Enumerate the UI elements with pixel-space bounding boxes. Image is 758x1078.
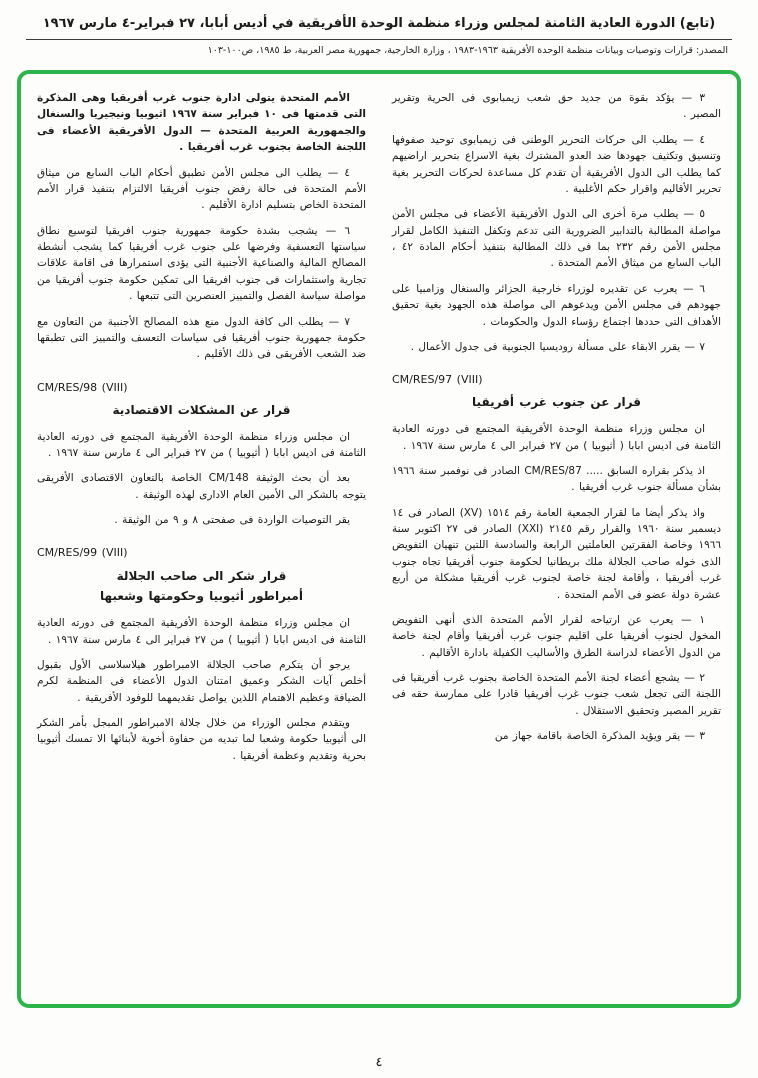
resolution-title: قرار عن المشكلات الاقتصادية bbox=[112, 402, 291, 417]
paragraph: ان مجلس وزراء منظمة الوحدة الأفريقية المجتمع فى دورته العادية الثامنة فى اديس ابابا ( أثيوبيا ) من ٢٧ فبراير الى ٤ مارس سنة ١٩٦٧ . bbox=[37, 430, 366, 459]
paragraph: ويتقدم مجلس الوزراء من خلال جلالة الامبراطور المبجل بأمر الشكر الى أثيوبيا حكومة وشعبا لما تبديه من حفاوة أخوية لأبنائها الا تمسك أثيوبيا بحرية وتقديم وعظمة أفريقيا . bbox=[37, 717, 366, 762]
paragraph: ٥ — يطلب مرة أخرى الى الدول الأفريقية الأعضاء فى مجلس الأمن مواصلة المطالبة بالتدابير الضرورية التى تدعم وتكفل التنفيذ الكامل لقرار مجلس الأمن رقم ٢٣٢ بما فى ذلك المطالبة بتنفيذ أحكام المادة ٤٢ ، الباب السابع من ميثاق الأمم المتحدة . bbox=[392, 208, 721, 270]
paragraph: بعد أن بحث الوثيقة CM/148 الخاصة بالتعاون الاقتصادى الأفريقى يتوجه بالشكر الى الأمين العام الادارى لهذه الوثيقة . bbox=[37, 472, 366, 501]
paragraph: ٧ — يطلب الى كافة الدول منع هذه المصالح الأجنبية من التعاون مع حكومة جمهورية جنوب أفريقيا فى سياسات التعسف والتمييز التى تطبقها ضد الشعب الأفريقى فى ذلك الأقليم . bbox=[37, 315, 366, 361]
paragraph: ٦ — يعرب عن تقديره لوزراء خارجية الجزائر والسنغال وزامبيا على جهودهم فى مجلس الأمن ويدعوهم الى مواصلة هذه الجهود بغية تحقيق الأهداف التى حددها اجتماع رؤساء الدول والحكومات . bbox=[392, 282, 721, 328]
green-content-frame bbox=[17, 70, 741, 1008]
paragraph: ٦ — يشجب بشدة حكومة جمهورية جنوب افريقيا لتوسيع نطاق سياستها التعسفية وفرضها على جنوب غرب أفريقيا كما يشجب أنشطة المصالح المالية والصناعية الأجنبية التى يؤدى استمرارها فى اقامة علاقات تجارية واستثمارات فى جنوب افريقيا الى تمكين حكومة جنوب أفريقيا من مواصلة سياسة الفصل والتمييز العنصرين التى تتبعها . bbox=[37, 224, 366, 303]
paragraph: ان مجلس وزراء منظمة الوحدة الأفريقية المجتمع فى دورته العادية الثامنة فى اديس ابابا ( أثيوبيا ) من ٢٧ فبراير الى ٤ مارس سنة ١٩٦٧ . bbox=[37, 617, 366, 646]
column-left bbox=[37, 90, 366, 996]
resolution-title: قرار عن جنوب غرب أفريقيا bbox=[472, 395, 641, 410]
paragraph: يرجو أن يتكرم صاحب الجلالة الامبراطور هيلاسلاسى الأول بقبول أخلص آيات الشكر وعميق امتنان الدول الأعضاء فى المنظمة لكرم الضيافة وعظيم الاهتمام اللذين يواصل تقديمهما للوفود الأفريقية . bbox=[37, 658, 366, 704]
paragraph: الأمم المتحدة يتولى ادارة جنوب غرب أفريقيا وهى المذكرة التى قدمتها فى ١٠ فبراير سنة ١٩٦٧ اثيوبيا ونيجيريا والسنغال والجمهورية العربية المتحدة — الدول الأفريقية الأعضاء فى اللجنة الخاصة بجنوب غرب أفريقيا . bbox=[37, 92, 366, 154]
paragraph: ١ — يعرب عن ارتياحه لقرار الأمم المتحدة الذى أنهى التفويض المخول لجنوب أفريقيا على اقليم جنوب غرب أفريقيا وأقام لجنة خاصة من الدول الأعضاء لدراسة الطرق والأساليب الكفيلة بادارة الأقاليم . bbox=[392, 613, 721, 659]
paragraph: ٤ — يطلب الى حركات التحرير الوطنى فى زيمبابوى توحيد صفوفها وتنسيق وتكثيف جهودها ضد العدو المشترك بغية الاسراع بتحرير اراضيهم كما يطلب الى الدول الأفريقية أن تقدم كل مساعدة لحركات التحرير بغية تحرير الأقاليم واقرار حكم الأغلبية . bbox=[392, 133, 721, 195]
page-number: ٤ bbox=[375, 1055, 383, 1070]
paragraph: ٧ — يقرر الابقاء على مسألة روديسيا الجنوبية فى جدول الأعمال . bbox=[410, 340, 705, 353]
resolution-title: قرار شكر الى صاحب الجلالة bbox=[116, 568, 287, 583]
column-right bbox=[392, 90, 721, 996]
paragraph: يقر التوصيات الواردة فى صفحتى ٨ و ٩ من الوثيقة . bbox=[114, 514, 350, 527]
paragraph: ٢ — يشجع أعضاء لجنة الأمم المتحدة الخاصة بجنوب غرب أفريقيا فى اللجنة التى تجعل شعب جنوب غرب أفريقيا قادرا على ممارسة حقه فى تقرير المصير وتحقيق الاستقلال . bbox=[392, 672, 721, 717]
header-divider bbox=[26, 39, 732, 40]
resolution-title: أمبراطور أثيوبيا وحكومتها وشعبها bbox=[100, 589, 303, 604]
paragraph: ٣ — يؤكد بقوة من جديد حق شعب زيمبابوى فى الحرية وتقرير المصير . bbox=[392, 92, 721, 121]
resolution-ref: CM/RES/97 (VIII) bbox=[392, 373, 483, 387]
paragraph: ٣ — يقر ويؤيد المذكرة الخاصة باقامة جهاز من bbox=[494, 730, 705, 743]
paragraph: اذ يذكر بقراره السابق ..... CM/RES/87 الصادر فى نوفمبر سنة ١٩٦٦ بشأن مسألة جنوب غرب أفريقيا . bbox=[392, 464, 721, 494]
document-title: (تابع) الدورة العادية الثامنة لمجلس وزراء منظمة الوحدة الأفريقية في أديس أبابا، ٢٧ فبراير-٤ مارس ١٩٦٧ bbox=[42, 16, 716, 31]
paragraph: ٤ — يطلب الى مجلس الأمن تطبيق أحكام الباب السابع من ميثاق الأمم المتحدة فى حالة رفض جنوب أفريقيا الالتزام بتنفيذ قرار الأمم المتحدة الخاص بتسليم ادارة الأقليم . bbox=[37, 166, 366, 212]
page-header bbox=[0, 0, 758, 56]
source-line: المصدر: قرارات وتوصيات وبيانات منظمة الوحدة الأفريقية ١٩٦٣-١٩٨٣ ، وزارة الخارجية، جمهورية مصر العربية، ط ١٩٨٥، ص١٠٠-١٠٣ bbox=[207, 45, 728, 56]
paragraph: ان مجلس وزراء منظمة الوحدة الأفريقية المجتمع فى دورته العادية الثامنة فى اديس ابابا ( أثيوبيا ) من ٢٧ فبراير الى ٤ مارس سنة ١٩٦٧ . bbox=[392, 423, 721, 452]
paragraph: واذ يذكر أيضا ما لقرار الجمعية العامة رقم ١٥١٤ (XV) الصادر فى ١٤ ديسمبر سنة ١٩٦٠ والقرار رقم ٢١٤٥ (XXI) الصادر فى ٢٧ اكتوبر سنة ١٩٦٦ وخاصة الفقرتين العاملتين الرابعة والسادسة اللتين تنهيان التفويض الذى خوله صاحب الجلالة ملك بريطانيا لحكومة جنوب أفريقيا تجاه جنوب غرب أفريقيا ، وأقامة لجنة خاصة لجنوب غرب أفريقيا مشكلة من أربع عشرة دولة عضو فى الأمم المتحدة . bbox=[392, 506, 721, 601]
resolution-ref: CM/RES/98 (VIII) bbox=[37, 380, 128, 394]
resolution-ref: CM/RES/99 (VIII) bbox=[37, 546, 128, 560]
